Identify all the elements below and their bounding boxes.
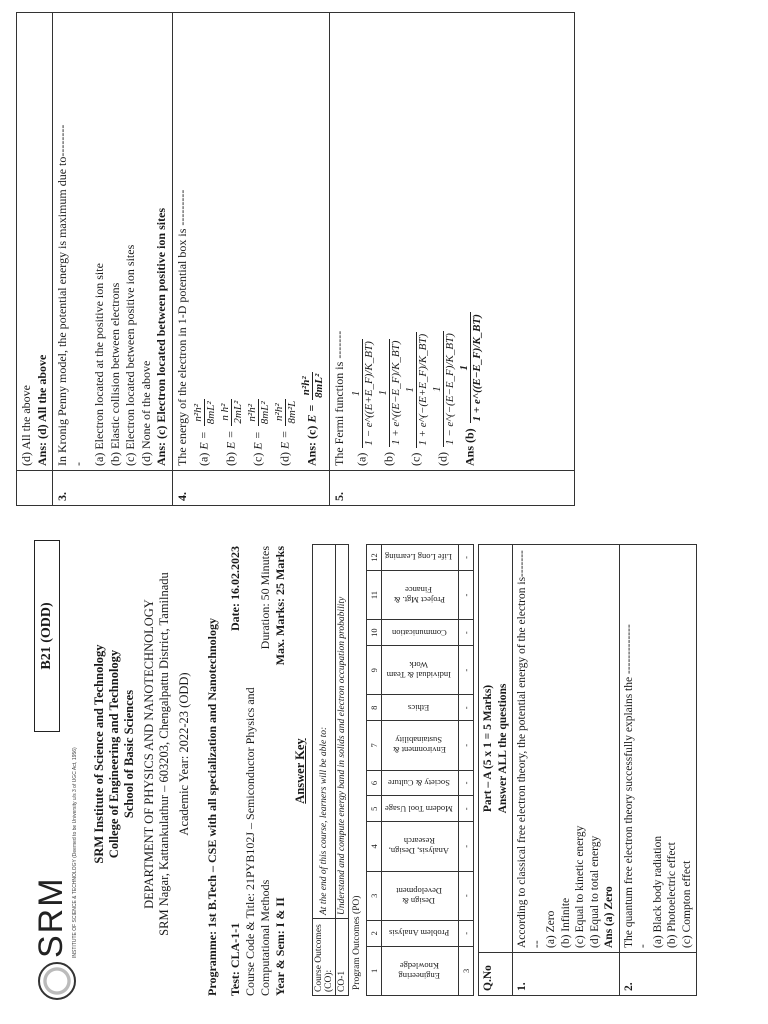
po-number-6: 6 — [367, 770, 382, 796]
po-value-6: - — [459, 770, 474, 796]
q5-option-a: (a) 1 1 − e^((E+E_F)/K_BT) — [349, 341, 375, 466]
po-value-4: - — [459, 822, 474, 871]
po-value-11: - — [459, 570, 474, 619]
answer-key-heading: Answer Key — [293, 738, 307, 804]
po-number-7: 7 — [367, 721, 382, 770]
q3-body — [53, 13, 173, 471]
q3-option-b: (b) Elastic collision between electrons — [107, 282, 122, 466]
po-label-5: Modern Tool Usage — [382, 796, 459, 822]
po-value-5: - — [459, 796, 474, 822]
q3-answer: Ans: (c) Electron located between positive ion sites — [154, 207, 168, 466]
po-number-8: 8 — [367, 695, 382, 721]
q2-number: 2. — [619, 953, 697, 996]
q4-number: 4. — [172, 471, 330, 506]
q4-option-c: (c) E = n²h² 8mL² — [246, 401, 271, 466]
po-title: Program Outcomes (PO) — [352, 895, 362, 990]
q2-answer: Ans: (d) All the above — [34, 354, 49, 466]
q3-number: 3. — [53, 471, 173, 506]
q5-answer: Ans (b) 1 1 + e^((E−E_F)/K_BT) — [457, 314, 483, 466]
test-date: Date: 16.02.2023 — [228, 546, 242, 631]
po-value-2: - — [459, 920, 474, 946]
po-number-1: 1 — [367, 946, 382, 995]
po-label-12: Life Long Learning — [382, 545, 459, 571]
logo-tagline: INSTITUTE OF SCIENCE & TECHNOLOGY (Deemed to be University u/s 3 of UGC Act, 1956) — [72, 747, 78, 958]
q1-option-d: (d) Equal to total energy — [588, 835, 601, 948]
q5-text: The Fermi function is ------- — [332, 330, 346, 466]
q4-option-a: (a) E = n²h² 8mL² — [192, 401, 217, 466]
co-header-right: At the end of this course, learners will be able to: — [313, 545, 336, 919]
co-id: CO-1 — [336, 919, 349, 996]
po-number-10: 10 — [367, 620, 382, 646]
q4-option-d: (d) E = n²h² 8m²L — [273, 400, 298, 466]
po-value-3: - — [459, 871, 474, 920]
department-name: DEPARTMENT OF PHYSICS AND NANOTECHNOLOGY — [142, 599, 156, 909]
test-name: Test: CLA-1-1 — [228, 922, 242, 996]
po-value-12: - — [459, 545, 474, 571]
q2-option-c: (c) Compton effect — [680, 860, 693, 948]
po-number-5: 5 — [367, 796, 382, 822]
q1-answer: Ans (a) Zero — [603, 886, 615, 948]
co-text: Understand and compute energy band in solids and electron occupation probability — [336, 545, 349, 919]
address: SRM Nagar, Kattankulathur – 603203, Chengalpattu District, Tamilnadu — [157, 572, 171, 936]
q3-option-c: (c) Electron located between positive ion sites — [123, 244, 137, 466]
q1-option-b: (b) Infinite — [559, 897, 572, 948]
po-label-1: Engineering Knowledge — [382, 946, 459, 995]
q2-cont-number — [17, 471, 53, 506]
program-outcomes-table — [366, 544, 474, 996]
po-value-8: - — [459, 695, 474, 721]
part-a-header — [479, 545, 513, 953]
q1-option-a: (a) Zero — [545, 910, 557, 948]
po-number-12: 12 — [367, 545, 382, 571]
po-number-4: 4 — [367, 822, 382, 871]
po-number-3: 3 — [367, 871, 382, 920]
q1-text: According to classical free electron theory, the potential energy of the electron is--------- — [516, 550, 543, 948]
po-label-6: Society & Culture — [382, 770, 459, 796]
q5-option-b: (b) 1 1 + e^((E−E_F)/K_BT) — [376, 340, 402, 466]
q1-option-c: (c) Equal to kinetic energy — [574, 825, 586, 948]
duration: Duration: 50 Minutes — [258, 546, 272, 650]
po-number-9: 9 — [367, 646, 382, 695]
q3-option-a: (a) Electron located at the positive ion site — [92, 263, 106, 466]
q3-dash: - — [70, 462, 85, 466]
q2-body — [619, 545, 697, 953]
srm-seal-icon — [38, 962, 76, 1000]
po-value-7: - — [459, 721, 474, 770]
year-marks-row — [273, 546, 288, 996]
q3-option-d: (d) None of the above — [138, 360, 153, 466]
college-name: College of Engineering and Technology — [107, 649, 121, 859]
programme: Programme: 1st B.Tech – CSE with all specialization and Nanotechnology — [205, 617, 219, 996]
course-title: Course Code & Title: 21PYB102J – Semiconductor Physics and Computational Methods — [243, 687, 272, 996]
q2-cont-body — [17, 13, 53, 471]
q5-option-c: (c) 1 1 + e^(−(E+E_F)/K_BT) — [403, 333, 429, 466]
po-label-3: Design & Development — [382, 871, 459, 920]
part-a-title: Part – A (5 x 1 = 5 Marks) — [482, 684, 494, 813]
q5-option-d: (d) 1 1 − e^(−(E−E_F)/K_BT) — [430, 333, 456, 466]
po-label-2: Problem Analysis — [382, 920, 459, 946]
q1-number: 1. — [513, 953, 620, 996]
po-label-4: Analysis, Design, Research — [382, 822, 459, 871]
course-outcomes-table — [312, 544, 349, 996]
qno-header: Q.No — [479, 953, 513, 996]
po-value-1: 3 — [459, 946, 474, 995]
po-number-11: 11 — [367, 570, 382, 619]
q2-option-a: (a) Black body radiation — [651, 835, 664, 948]
academic-year: Academic Year: 2022-23 (ODD) — [177, 672, 191, 836]
q4-option-b: (b) E = n h² 2mL² — [219, 400, 244, 466]
institute-name: SRM Institute of Science and Technology — [92, 644, 106, 864]
q2-dash: - — [637, 944, 649, 948]
q1-body — [513, 545, 620, 953]
year-sem: Year & Sem: I & II — [273, 897, 287, 996]
q5-number: 5. — [330, 471, 575, 506]
q3-text: In Kronig Penny model, the potential energy is maximum due to-------- — [55, 124, 69, 466]
test-date-row — [228, 546, 243, 996]
left-column — [0, 524, 768, 1024]
po-label-8: Ethics — [382, 695, 459, 721]
po-number-2: 2 — [367, 920, 382, 946]
po-label-7: Environment & Sustainability — [382, 721, 459, 770]
part-a-instruction: Answer ALL the questions — [496, 683, 509, 814]
q4-body — [172, 13, 330, 471]
q4-answer: Ans: (c) E = n²h² 8mL² — [300, 373, 325, 466]
po-label-10: Communication — [382, 620, 459, 646]
q2-text: The quantum free electron theory successfully explains the ------------- — [622, 624, 635, 948]
q2-option-d: (d) All the above — [19, 385, 33, 466]
co-header-left: Course Outcomes (CO): — [313, 919, 336, 996]
po-label-11: Project Mgt. & Finance — [382, 570, 459, 619]
logo-wordmark: SRM — [32, 876, 70, 958]
q5-body — [330, 13, 575, 471]
srm-logo — [32, 747, 88, 1000]
q4-text: The energy of the electron in 1-D potential box is --------- — [174, 189, 189, 466]
questions-continued-table — [16, 12, 575, 506]
q2-option-b: (b) Photoelectric effect — [666, 842, 678, 948]
po-value-9: - — [459, 646, 474, 695]
max-marks: Max. Marks: 25 Marks — [273, 546, 287, 666]
po-label-9: Individual & Team Work — [382, 646, 459, 695]
paper-code-badge: B21 (ODD) — [34, 540, 60, 732]
school-name: School of Basic Sciences — [122, 689, 136, 819]
part-a-questions-table — [478, 544, 697, 996]
po-value-10: - — [459, 620, 474, 646]
